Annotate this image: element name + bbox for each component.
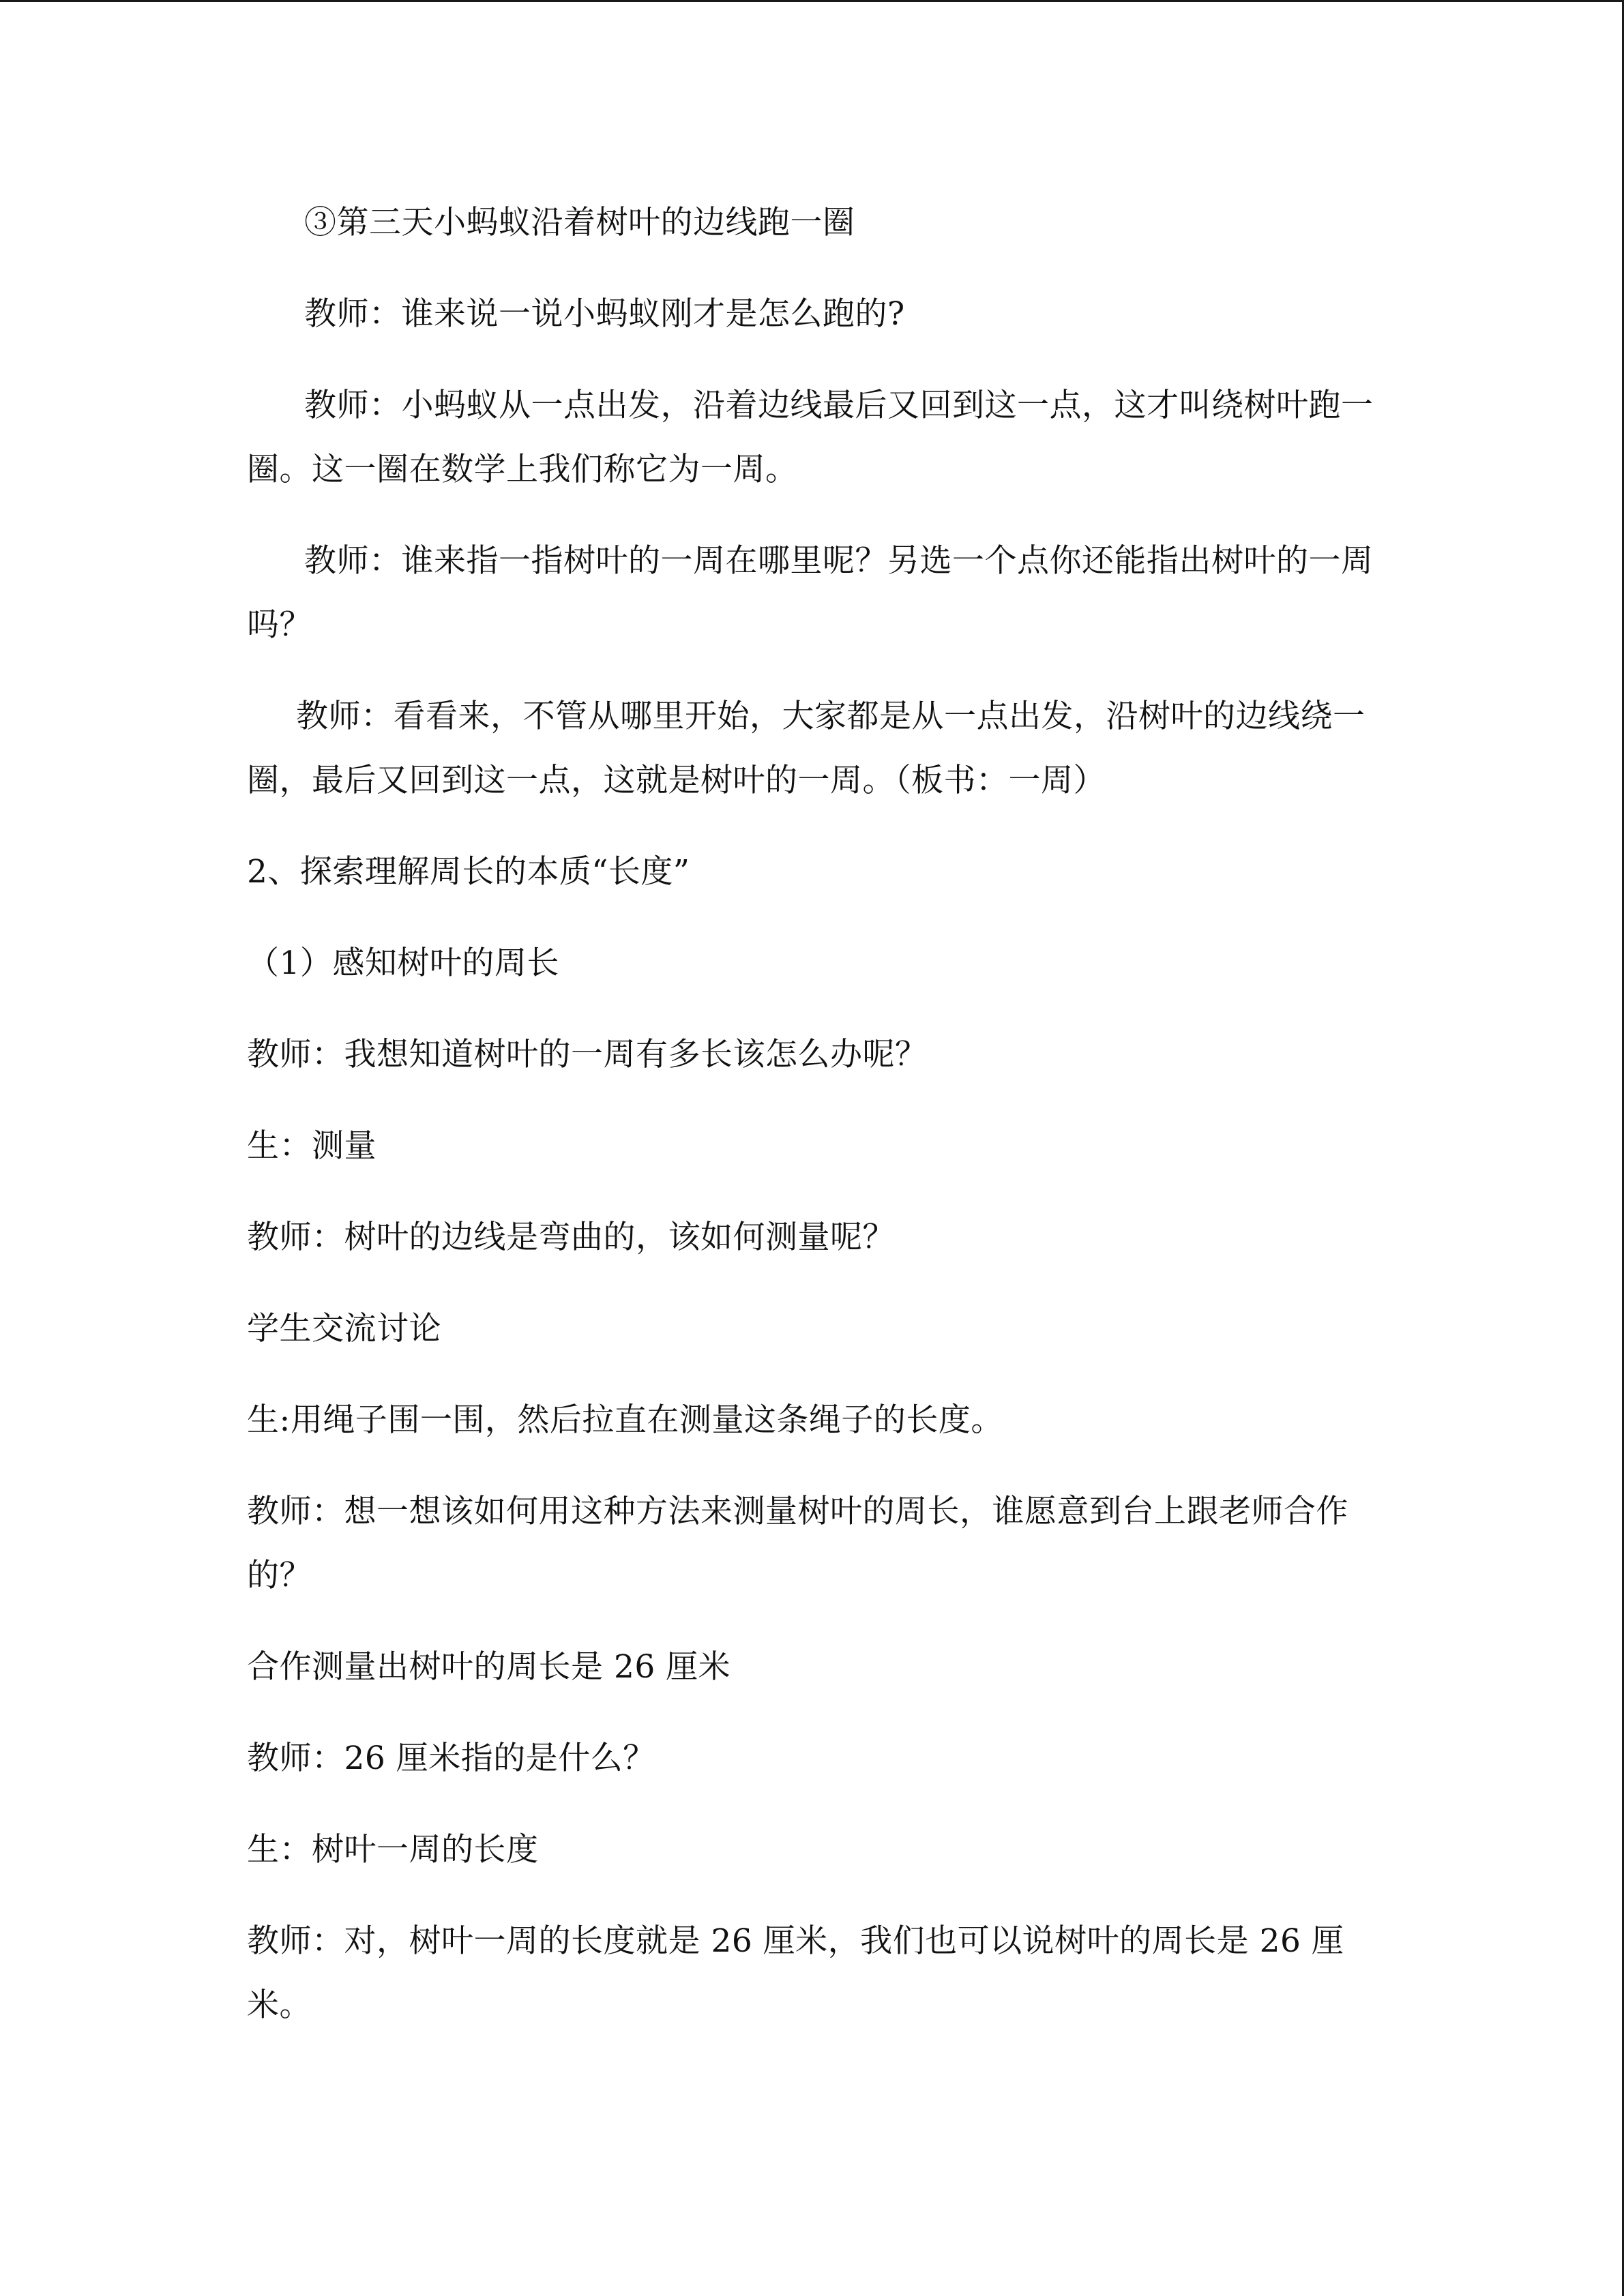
paragraph-student-discussion: 学生交流讨论	[247, 1310, 441, 1347]
paragraph-teacher-how-long: 教师：我想知道树叶的一周有多长该怎么办呢？	[247, 1036, 928, 1073]
paragraph-day-three: ③第三天小蚂蚁沿着树叶的边线跑一圈	[304, 204, 855, 241]
section-heading-explore-length: 2、探索理解周长的本质“长度”	[247, 853, 690, 891]
subsection-heading-perceive-perimeter: （1）感知树叶的周长	[247, 944, 559, 982]
paragraph-teacher-conclusion: 教师：对，树叶一周的长度就是 26 厘米，我们也可以说树叶的周长是 26 厘米。	[247, 1922, 1344, 2024]
paragraph-student-measure: 生：测量	[247, 1127, 377, 1165]
paragraph-teacher-question-how-ran: 教师：谁来说一说小蚂蚁刚才是怎么跑的?	[304, 295, 905, 333]
paragraph-teacher-point-one-lap: 教师：谁来指一指树叶的一周在哪里呢？另选一个点你还能指出树叶的一周吗？	[247, 542, 1374, 644]
paragraph-teacher-summary-one-lap: 教师：看看来，不管从哪里开始，大家都是从一点出发，沿树叶的边线绕一圈，最后又回到这一点，这就是树叶的一周。（板书：一周）	[247, 698, 1365, 799]
top-border-line	[0, 0, 1624, 2]
paragraph-teacher-what-26cm: 教师：26 厘米指的是什么？	[247, 1740, 655, 1777]
paragraph-student-rope-method: 生:用绳子围一围，然后拉直在测量这条绳子的长度。	[247, 1401, 1003, 1439]
paragraph-teacher-explain-one-lap: 教师：小蚂蚁从一点出发，沿着边线最后又回到这一点，这才叫绕树叶跑一圈。这一圈在数学上我们称它为一周。	[247, 387, 1374, 488]
paragraph-teacher-curved-edge: 教师：树叶的边线是弯曲的，该如何测量呢？	[247, 1219, 895, 1256]
paragraph-measured-result: 合作测量出树叶的周长是 26 厘米	[247, 1648, 731, 1686]
document-body	[247, 191, 1379, 2065]
paragraph-student-one-lap-length: 生：树叶一周的长度	[247, 1831, 539, 1868]
paragraph-teacher-cooperate: 教师：想一想该如何用这种方法来测量树叶的周长，谁愿意到台上跟老师合作的？	[247, 1493, 1348, 1594]
